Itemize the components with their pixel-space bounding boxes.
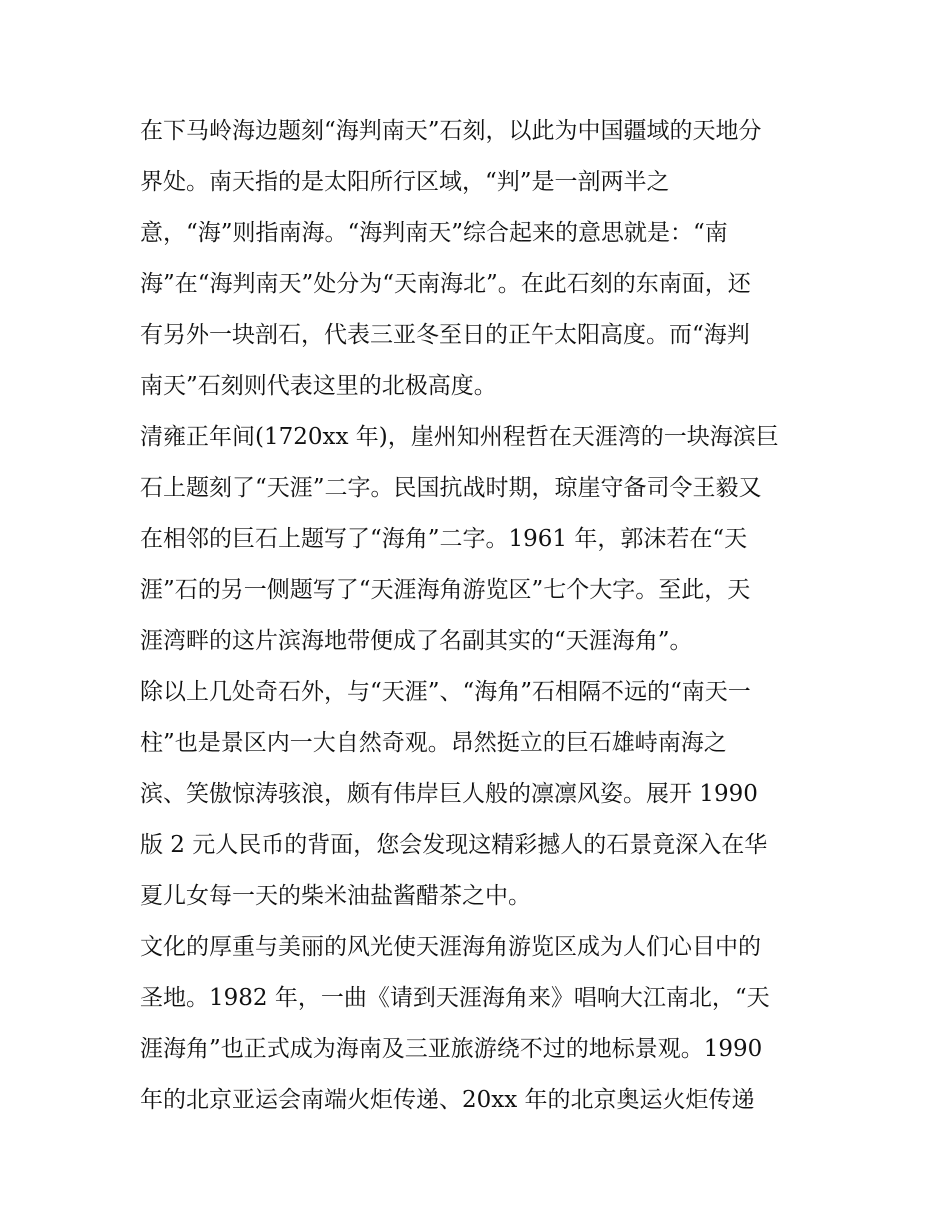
text-line: 滨、笑傲惊涛骇浪，颇有伟岸巨人般的凛凛风姿。展开 1990 <box>140 781 758 807</box>
text-line: 除以上几处奇石外，与“天涯”、“海角”石相隔不远的“南天一 <box>140 679 751 705</box>
text-line: 海”在“海判南天”处分为“天南海北”。在此石刻的东南面，还 <box>140 271 751 297</box>
text-line: 石上题刻了“天涯”二字。民国抗战时期，琼崖守备司令王毅又 <box>140 475 762 501</box>
text-line: 在相邻的巨石上题写了“海角”二字。1961 年，郭沫若在“天 <box>140 526 748 552</box>
text-line: 版 2 元人民币的背面，您会发现这精彩撼人的石景竟深入在华 <box>140 832 768 858</box>
text-line: 涯海角”也正式成为海南及三亚旅游绕不过的地标景观。1990 <box>140 1036 763 1062</box>
text-line: 南天”石刻则代表这里的北极高度。 <box>140 373 497 399</box>
text-line: 文化的厚重与美丽的风光使天涯海角游览区成为人们心目中的 <box>140 934 761 960</box>
text-line: 年的北京亚运会南端火炬传递、20xx 年的北京奥运火炬传递 <box>140 1087 755 1113</box>
text-line: 意，“海”则指南海。“海判南天”综合起来的意思就是：“南 <box>140 220 728 246</box>
text-line: 清雍正年间(1720xx 年)，崖州知州程哲在天涯湾的一块海滨巨 <box>140 424 779 450</box>
text-line: 在下马岭海边题刻“海判南天”石刻，以此为中国疆域的天地分 <box>140 118 762 144</box>
text-line: 柱”也是景区内一大自然奇观。昂然挺立的巨石雄峙南海之 <box>140 730 727 756</box>
text-line: 涯”石的另一侧题写了“天涯海角游览区”七个大字。至此，天 <box>140 577 751 603</box>
text-line: 圣地。1982 年，一曲《请到天涯海角来》唱响大江南北，“天 <box>140 985 770 1011</box>
text-line: 涯湾畔的这片滨海地带便成了名副其实的“天涯海角”。 <box>140 628 693 654</box>
body-text <box>140 106 820 1126</box>
text-line: 有另外一块剖石，代表三亚冬至日的正午太阳高度。而“海判 <box>140 322 750 348</box>
text-line: 界处。南天指的是太阳所行区域，“判”是一剖两半之 <box>140 169 670 195</box>
text-line: 夏儿女每一天的柴米油盐酱醋茶之中。 <box>140 883 531 909</box>
